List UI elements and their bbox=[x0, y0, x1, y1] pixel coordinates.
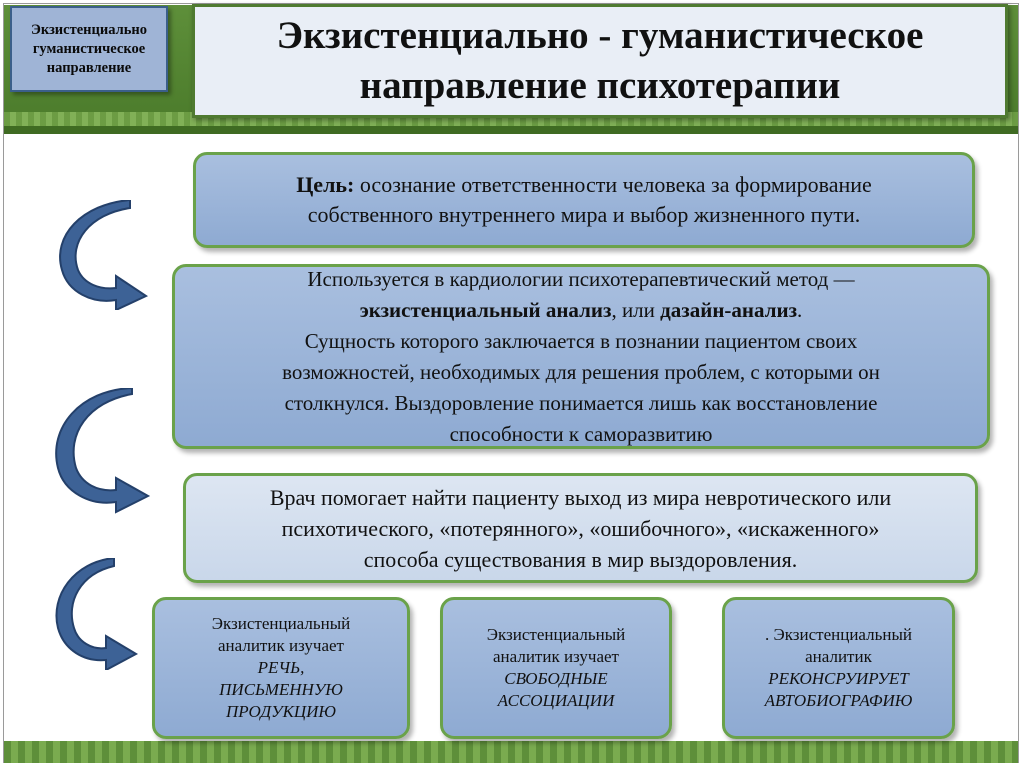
section-tab-line: Экзистенциально bbox=[30, 21, 148, 38]
method-line: возможностей, необходимых для решения проблем, с которыми он bbox=[282, 359, 880, 384]
analyst-line: Экзистенциальный bbox=[486, 625, 626, 644]
goal-line bbox=[296, 170, 872, 200]
footer-green-band bbox=[4, 741, 1018, 763]
doctor-box bbox=[183, 473, 978, 583]
analyst-object: ПРОДУКЦИЮ bbox=[226, 702, 336, 721]
goal-label: Цель: bbox=[296, 172, 355, 197]
section-tab-line: направление bbox=[46, 59, 132, 76]
analyst-object: АССОЦИАЦИИ bbox=[497, 691, 615, 710]
curved-arrow-icon bbox=[52, 558, 142, 670]
method-line bbox=[282, 295, 880, 326]
doctor-line: Врач помогает найти пациенту выход из мира невротического или bbox=[269, 484, 892, 510]
curved-arrow-icon bbox=[52, 388, 162, 514]
analyst-line: аналитик изучает bbox=[218, 636, 344, 655]
title-line: направление психотерапии bbox=[359, 64, 841, 107]
method-line: столкнулся. Выздоровление понимается лишь как восстановление bbox=[284, 390, 878, 415]
analyst-box-autobiography bbox=[722, 597, 955, 739]
doctor-line: психотического, «потерянного», «ошибочного», «искаженного» bbox=[281, 515, 880, 541]
analyst-box-associations bbox=[440, 597, 672, 739]
title-line: Экзистенциально - гуманистическое bbox=[276, 14, 924, 57]
goal-box bbox=[193, 152, 975, 248]
analyst-object: РЕЧЬ, bbox=[257, 658, 305, 677]
curved-arrow-icon bbox=[52, 200, 162, 310]
analyst-object: ПИСЬМЕННУЮ bbox=[219, 680, 343, 699]
analyst-object: АВТОБИОГРАФИЮ bbox=[764, 691, 913, 710]
analyst-object: СВОБОДНЫЕ bbox=[504, 669, 608, 688]
goal-text: осознание ответственности человека за формирование bbox=[354, 172, 872, 197]
analyst-word: Экзистенциальный bbox=[769, 625, 912, 644]
method-line: Используется в кардиологии психотерапевтический метод — bbox=[307, 266, 855, 291]
analyst-line: аналитик bbox=[805, 647, 872, 666]
method-box bbox=[172, 264, 990, 449]
analyst-object: РЕКОНСРУИРУЕТ bbox=[768, 669, 909, 688]
analyst-line bbox=[765, 624, 913, 646]
goal-line: собственного внутреннего мира и выбор жизненного пути. bbox=[307, 202, 861, 227]
analyst-prefix: . bbox=[765, 625, 770, 644]
method-separator: , или bbox=[611, 297, 661, 322]
analyst-box-speech bbox=[152, 597, 410, 739]
section-tab bbox=[10, 6, 168, 92]
analyst-line: аналитик изучает bbox=[493, 647, 619, 666]
section-tab-line: гуманистическое bbox=[32, 40, 146, 57]
method-line: Сущность которого заключается в познании пациентом своих bbox=[304, 328, 858, 353]
method-term: дазайн-анализ bbox=[660, 297, 798, 322]
doctor-line: способа существования в мир выздоровления. bbox=[363, 546, 798, 572]
slide-title bbox=[192, 4, 1008, 118]
method-dot: . bbox=[797, 297, 803, 322]
method-line: способности к саморазвитию bbox=[449, 421, 713, 446]
header-band-shadow bbox=[4, 126, 1018, 134]
method-term: экзистенциальный анализ bbox=[359, 297, 612, 322]
analyst-line: Экзистенциальный bbox=[211, 614, 351, 633]
